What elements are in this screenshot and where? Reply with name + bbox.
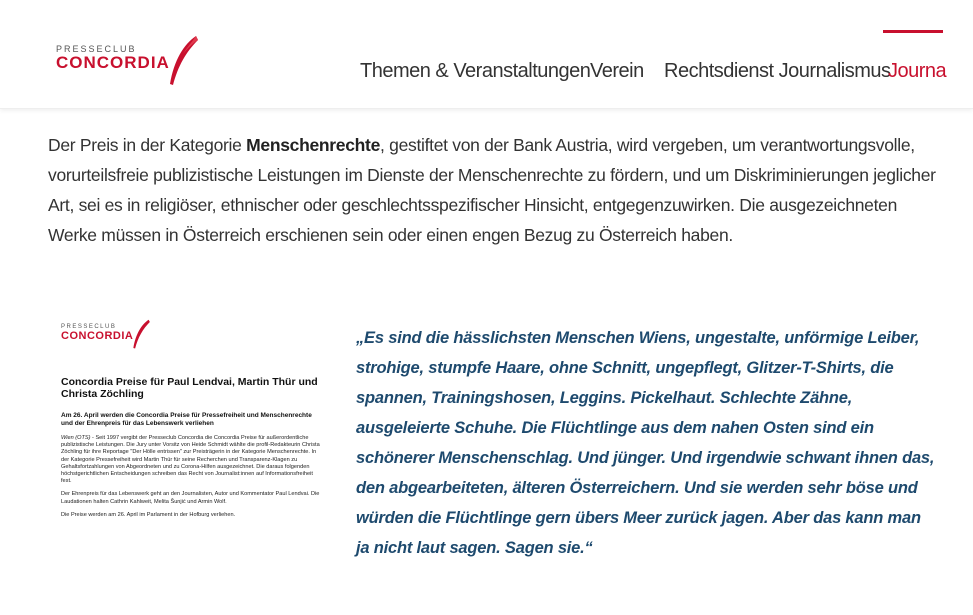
- press-release-logo: [61, 324, 133, 342]
- press-release-body: [61, 435, 323, 525]
- press-release-para-1-text: - Seit 1997 vergibt der Presseclub Concordia die Concordia Preise für außerordentliche publizistische Leistungen. Die Jury unter Vorsitz von Heide Schmidt wählte die profil-Redakteurin Christa Zöchling für ihre Reportage "Der Hölle entrissen" zur Preisträgerin in der Kategorie Menschenrechte. In der Kategorie Pressefreiheit wird Martin Thür für seine Recherchen und Transparenz-Klagen zu Gehaltsfortzahlungen von Abgeordneten und zu Corona-Hilfen ausgezeichnet. Die daraus folgenden höchstgerichtlichen Entscheidungen schreiben das Recht von Journalist:innen auf Informationsfreiheit fest.: [61, 435, 320, 485]
- press-release-title: Concordia Preise für Paul Lendvai, Martin Thür und Christa Zöchling: [61, 376, 318, 400]
- nav-item-verein[interactable]: Verein: [590, 60, 644, 82]
- press-release-para-3: Die Preise werden am 26. April im Parlament in der Hofburg verliehen.: [61, 511, 236, 518]
- main-nav: [0, 60, 947, 90]
- nav-item-journalismus[interactable]: Journa: [888, 60, 947, 82]
- nav-item-rechtsdienst[interactable]: Rechtsdienst Journalismus: [664, 60, 891, 82]
- quill-icon: [131, 318, 151, 352]
- site-header: [0, 0, 973, 109]
- press-logo-small-text: PRESSECLUB: [61, 324, 117, 330]
- press-release-para-1: [61, 435, 323, 485]
- nav-item-themen[interactable]: Themen & Veranstaltungen: [360, 60, 591, 82]
- press-release-para-2: Der Ehrenpreis für das Lebenswerk geht an den Journalisten, Autor und Kommentator Paul Lendvai. Die Laudationen halten Cathrin Kahlweit, Melita Šunjić und Armin Wolf.: [61, 491, 320, 505]
- logo-small-text: PRESSECLUB: [56, 44, 137, 54]
- intro-bold-term: Menschenrechte: [246, 135, 381, 155]
- intro-text-after: , gestiftet von der Bank Austria, wird vergeben, um verantwortungsvolle, vorurteilsfreie publizistische Leistungen im Dienste der Menschenrechte zu fördern, und um Diskriminierungen jeglicher Art, sei es in religiöser, ethnischer oder geschlechtsspezifischer Hinsicht, entgegenzuwirken. Die ausgezeichneten Werke müssen in Österreich erschienen sein oder einen engen Bezug zu Österreich haben.: [48, 135, 936, 245]
- nav-active-indicator: [883, 30, 943, 33]
- intro-paragraph: [48, 130, 938, 250]
- quote-block: „Es sind die hässlichsten Menschen Wiens, ungestalte, unförmige Leiber, strohige, stumpfe Haare, ohne Schnitt, ungepflegt, Glitzer-T-Shirts, die spannen, Trainingshosen, Leggins. Pickelhaut. Schlechte Zähne, ausgeleierte Schuhe. Die Flüchtlinge aus dem nahen Osten sind ein schönerer Menschenschlag. Und jünger. Und irgendwie schwant ihnen das, den abgearbeiteten, älteren Österreichern. Und sie werden sehr böse und würden die Flüchtlinge gern übers Meer zurück jagen. Aber das kann man ja nicht laut sagen. Sagen sie.“: [356, 329, 935, 557]
- press-release-dateline: Wien (OTS): [61, 435, 91, 441]
- intro-text-before: Der Preis in der Kategorie: [48, 135, 247, 155]
- logo-big-text: CONCORDIA: [56, 53, 170, 72]
- press-release-image: [48, 316, 323, 606]
- press-logo-big-text: CONCORDIA: [61, 330, 134, 342]
- press-release-subtitle: Am 26. April werden die Concordia Preise für Pressefreiheit und Menschenrechte und der Ehrenpreis für das Lebenswerk verliehen: [61, 412, 312, 427]
